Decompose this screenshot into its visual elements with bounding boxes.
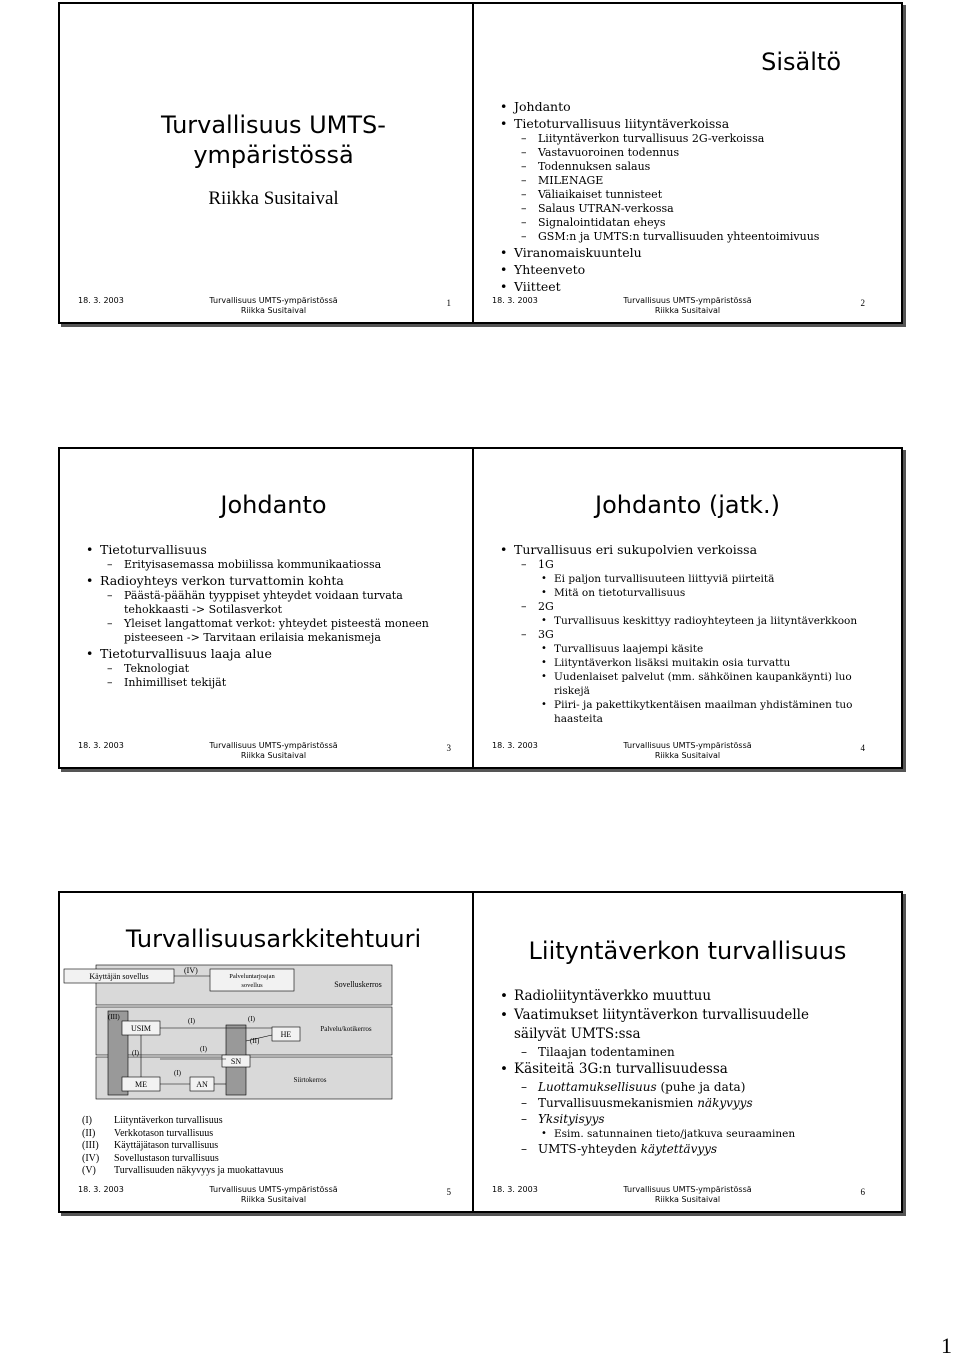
list-item: – 2G: [494, 600, 874, 614]
slide-title: Johdanto (jatk.): [595, 491, 780, 519]
slide-number: 1: [446, 298, 451, 308]
footer-title-text: Turvallisuus UMTS-ympäristössä: [623, 1185, 752, 1194]
legend-key: (II): [82, 1127, 96, 1139]
marker-i-3: (I): [200, 1045, 207, 1053]
legend-key: (I): [82, 1115, 92, 1126]
slide-3: [58, 447, 489, 769]
slide-2: [472, 2, 903, 324]
footer-author: Riikka Susitaival: [654, 751, 721, 760]
slide-title-line-1: Turvallisuus UMTS-: [161, 111, 386, 139]
slide-number: 5: [446, 1187, 451, 1197]
emphasis: näkyvyys: [697, 1096, 753, 1110]
footer-date: 18. 3. 2003: [78, 296, 124, 305]
an-label: AN: [196, 1080, 208, 1089]
slide-number: 6: [860, 1187, 865, 1197]
footer-title-text: Turvallisuus UMTS-ympäristössä: [209, 1185, 338, 1194]
list-item: • Turvallisuus laajempi käsite: [494, 642, 874, 656]
he-label: HE: [280, 1030, 292, 1039]
security-architecture-diagram: [60, 961, 489, 1101]
footer-date: 18. 3. 2003: [492, 296, 538, 305]
legend-row: [82, 1140, 283, 1153]
slide-5: [58, 891, 489, 1213]
slide-number: 3: [446, 743, 451, 753]
list-item: – Päästä-päähän tyyppiset yhteydet voidaan turvata tehokkaasti -> Sotilasverkot: [80, 589, 440, 617]
list-item: – 1G: [494, 558, 874, 572]
list-item: • Turvallisuus keskittyy radioyhteyteen ja liityntäverkkoon: [494, 614, 874, 628]
list-item: • Viranomaiskuuntelu: [494, 244, 894, 261]
sn-label: SN: [230, 1057, 242, 1066]
legend-text: Verkkotason turvallisuus: [114, 1127, 214, 1139]
list-item: • Turvallisuus eri sukupolvien verkoissa: [494, 541, 874, 558]
list-item: – Yleiset langattomat verkot: yhteydet pisteestä moneen pisteeseen -> Tarvitaan erilaisia mekanismeja: [80, 617, 440, 645]
slide-1: [58, 2, 489, 324]
provider-app-label-1: Palveluntarjoajan: [229, 973, 275, 980]
list-item: • Tietoturvallisuus: [80, 541, 440, 558]
footer-title-text: Turvallisuus UMTS-ympäristössä: [209, 296, 338, 305]
slide-title: [60, 110, 487, 170]
list-item: – Luottamuksellisuus (puhe ja data): [494, 1079, 824, 1095]
bullet-list: [494, 987, 824, 1157]
footer-title: [474, 296, 901, 316]
emphasis: Yksityisyys: [538, 1112, 605, 1126]
slide-footer: [60, 294, 487, 316]
footer-title-text: Turvallisuus UMTS-ympäristössä: [623, 296, 752, 305]
legend-row: [82, 1165, 283, 1178]
list-item: – Teknologiat: [80, 662, 440, 676]
slide-6: [472, 891, 903, 1213]
app-layer-label: Sovelluskerros: [334, 980, 382, 989]
list-item: • Piiri- ja pakettikytkentäisen maailman yhdistäminen tuo haasteita: [494, 698, 874, 726]
list-item: – Erityisasemassa mobiilissa kommunikaatiossa: [80, 558, 440, 572]
footer-author: Riikka Susitaival: [654, 1195, 721, 1204]
footer-author: Riikka Susitaival: [240, 751, 307, 760]
legend-row: [82, 1153, 283, 1166]
usim-label: USIM: [130, 1024, 152, 1033]
marker-i-4: (I): [174, 1069, 181, 1077]
list-item: • Esim. satunnainen tieto/jatkuva seuraaminen: [494, 1127, 824, 1141]
footer-title: [60, 1185, 487, 1205]
list-item: • Tietoturvallisuus liityntäverkoissa: [494, 115, 894, 132]
list-item: – Salaus UTRAN-verkossa: [494, 202, 894, 216]
slide-title-line-2: ympäristössä: [193, 141, 354, 169]
marker-i-1: (I): [188, 1017, 195, 1025]
footer-author: Riikka Susitaival: [654, 306, 721, 315]
list-item: – MILENAGE: [494, 174, 894, 188]
marker-iii: (III): [108, 1013, 120, 1021]
slide-number: 2: [860, 298, 865, 308]
slide-footer: [60, 1183, 487, 1205]
list-item: – 3G: [494, 628, 874, 642]
slide-number: 4: [860, 743, 865, 753]
marker-i-5: (I): [248, 1015, 255, 1023]
footer-title: [60, 741, 487, 761]
list-item: [494, 1111, 824, 1127]
slide-title: Johdanto: [220, 491, 327, 519]
list-item: – Inhimilliset tekijät: [80, 676, 440, 690]
list-item: • Käsiteitä 3G:n turvallisuudessa: [494, 1060, 824, 1079]
list-item: • Vaatimukset liityntäverkon turvallisuudelle säilyvät UMTS:ssa: [494, 1006, 824, 1044]
footer-date: 18. 3. 2003: [78, 741, 124, 750]
list-item: • Viitteet: [494, 278, 894, 295]
list-item: • Radioyhteys verkon turvattomin kohta: [80, 572, 440, 589]
footer-date: 18. 3. 2003: [78, 1185, 124, 1194]
footer-author: Riikka Susitaival: [240, 306, 307, 315]
page-number: 1: [941, 1333, 952, 1358]
slide-footer: [474, 739, 901, 761]
footer-title: [474, 1185, 901, 1205]
me-label: ME: [135, 1080, 147, 1089]
bullet-list: [494, 98, 894, 295]
legend-row: [82, 1115, 283, 1128]
list-item: – Todennuksen salaus: [494, 160, 894, 174]
footer-date: 18. 3. 2003: [492, 741, 538, 750]
slide-footer: [60, 739, 487, 761]
marker-iv: (IV): [184, 966, 198, 975]
slide-4: [472, 447, 903, 769]
footer-title-text: Turvallisuus UMTS-ympäristössä: [209, 741, 338, 750]
service-layer-label: Palvelu/kotikerros: [320, 1025, 372, 1033]
diagram-legend: [82, 1115, 283, 1178]
legend-text: Sovellustason turvallisuus: [114, 1152, 219, 1164]
footer-date: 18. 3. 2003: [492, 1185, 538, 1194]
list-item: – Signalointidatan eheys: [494, 216, 894, 230]
footer-title: [60, 296, 487, 316]
legend-text: Turvallisuuden näkyvyys ja muokattavuus: [114, 1165, 284, 1177]
slide-title: Sisältö: [761, 48, 841, 76]
list-item: • Johdanto: [494, 98, 894, 115]
list-item: • Tietoturvallisuus laaja alue: [80, 645, 440, 662]
legend-text: Käyttäjätason turvallisuus: [114, 1140, 219, 1152]
list-item: – UMTS-yhteyden käytettävyys: [494, 1141, 824, 1157]
legend-key: (III): [82, 1140, 99, 1152]
marker-i-2: (I): [132, 1049, 139, 1057]
list-item: – GSM:n ja UMTS:n turvallisuuden yhteentoimivuus: [494, 230, 894, 244]
list-item: – Vastavuoroinen todennus: [494, 146, 894, 160]
list-item: – Liityntäverkon turvallisuus 2G-verkoissa: [494, 132, 894, 146]
slide-footer: [474, 1183, 901, 1205]
marker-ii: (II): [250, 1037, 260, 1045]
legend-row: [82, 1128, 283, 1141]
footer-author: Riikka Susitaival: [240, 1195, 307, 1204]
legend-text: Liityntäverkon turvallisuus: [114, 1115, 223, 1126]
bullet-list: [80, 541, 440, 690]
bullet-list: [494, 541, 874, 726]
legend-key: (V): [82, 1165, 96, 1177]
list-item: • Ei paljon turvallisuuteen liittyviä piirteitä: [494, 572, 874, 586]
transport-layer-label: Siirtokerros: [293, 1076, 327, 1084]
slide-author: Riikka Susitaival: [208, 188, 339, 209]
provider-app-label-2: sovellus: [241, 982, 263, 989]
emphasis: käytettävyys: [640, 1142, 718, 1156]
list-item: • Radioliityntäverkko muuttuu: [494, 987, 824, 1006]
list-item: • Liityntäverkon lisäksi muitakin osia turvattu: [494, 656, 874, 670]
legend-key: (IV): [82, 1152, 100, 1164]
emphasis: Luottamuksellisuus: [538, 1080, 657, 1094]
list-item: – Väliaikaiset tunnisteet: [494, 188, 894, 202]
footer-title: [474, 741, 901, 761]
slide-footer: [474, 294, 901, 316]
list-item: • Yhteenveto: [494, 261, 894, 278]
list-item: • Uudenlaiset palvelut (mm. sähköinen kaupankäynti) luo riskejä: [494, 670, 874, 698]
slide-title: Liityntäverkon turvallisuus: [528, 937, 847, 965]
list-item: – Tilaajan todentaminen: [494, 1044, 824, 1060]
slide-title: Turvallisuusarkkitehtuuri: [125, 925, 422, 953]
list-item: • Mitä on tietoturvallisuus: [494, 586, 874, 600]
list-item: – Turvallisuusmekanismien näkyvyys: [494, 1095, 824, 1111]
user-app-label: Käyttäjän sovellus: [89, 972, 149, 981]
footer-title-text: Turvallisuus UMTS-ympäristössä: [623, 741, 752, 750]
